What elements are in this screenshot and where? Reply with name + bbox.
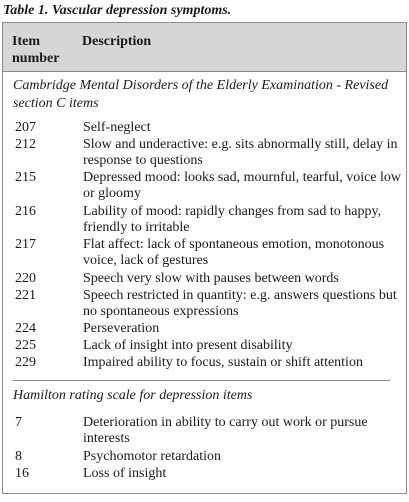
item-number: 207 — [15, 120, 36, 135]
item-description: Impaired ability to focus, sustain or shift attention — [83, 355, 363, 370]
item-number: 16 — [15, 466, 29, 481]
item-number: 216 — [15, 204, 36, 219]
item-description: Self-neglect — [83, 120, 151, 135]
table-caption: Table 1. Vascular depression symptoms. — [3, 3, 232, 18]
header-description: Description — [82, 34, 152, 49]
header-item-number: Item number — [12, 34, 60, 66]
item-number: 224 — [15, 321, 36, 336]
item-number: 7 — [15, 415, 22, 430]
item-number: 220 — [15, 271, 36, 286]
item-description: Psychomotor retardation — [83, 449, 222, 464]
item-number: 8 — [15, 449, 22, 464]
item-description: Perseveration — [83, 321, 160, 336]
section-divider — [13, 380, 390, 381]
item-description: Lability of mood: rapidly changes from sad to happy, friendly to irritable — [83, 204, 382, 235]
item-description: Lack of insight into present disability — [83, 338, 293, 353]
item-description: Slow and underactive: e.g. sits abnormally still, delay in response to questions — [83, 137, 398, 168]
item-number: 217 — [15, 237, 36, 252]
item-number: 221 — [15, 288, 36, 303]
item-number: 215 — [15, 170, 36, 185]
section-title-camdex: Cambridge Mental Disorders of the Elderly Examination - Revised section C items — [13, 78, 389, 111]
symptoms-table — [2, 22, 407, 494]
item-description: Flat affect: lack of spontaneous emotion, monotonous voice, lack of gestures — [83, 237, 385, 268]
table-header — [3, 23, 406, 72]
item-description: Deterioration in ability to carry out work or pursue interests — [83, 415, 368, 446]
item-description: Speech restricted in quantity: e.g. answers questions but no spontaneous expressions — [83, 288, 397, 319]
section-title-hamilton: Hamilton rating scale for depression items — [13, 388, 253, 403]
item-description: Speech very slow with pauses between words — [83, 271, 339, 286]
item-number: 225 — [15, 338, 36, 353]
item-number: 229 — [15, 355, 36, 370]
item-description: Loss of insight — [83, 466, 167, 481]
item-description: Depressed mood: looks sad, mournful, tearful, voice low or gloomy — [83, 170, 402, 201]
item-number: 212 — [15, 137, 36, 152]
